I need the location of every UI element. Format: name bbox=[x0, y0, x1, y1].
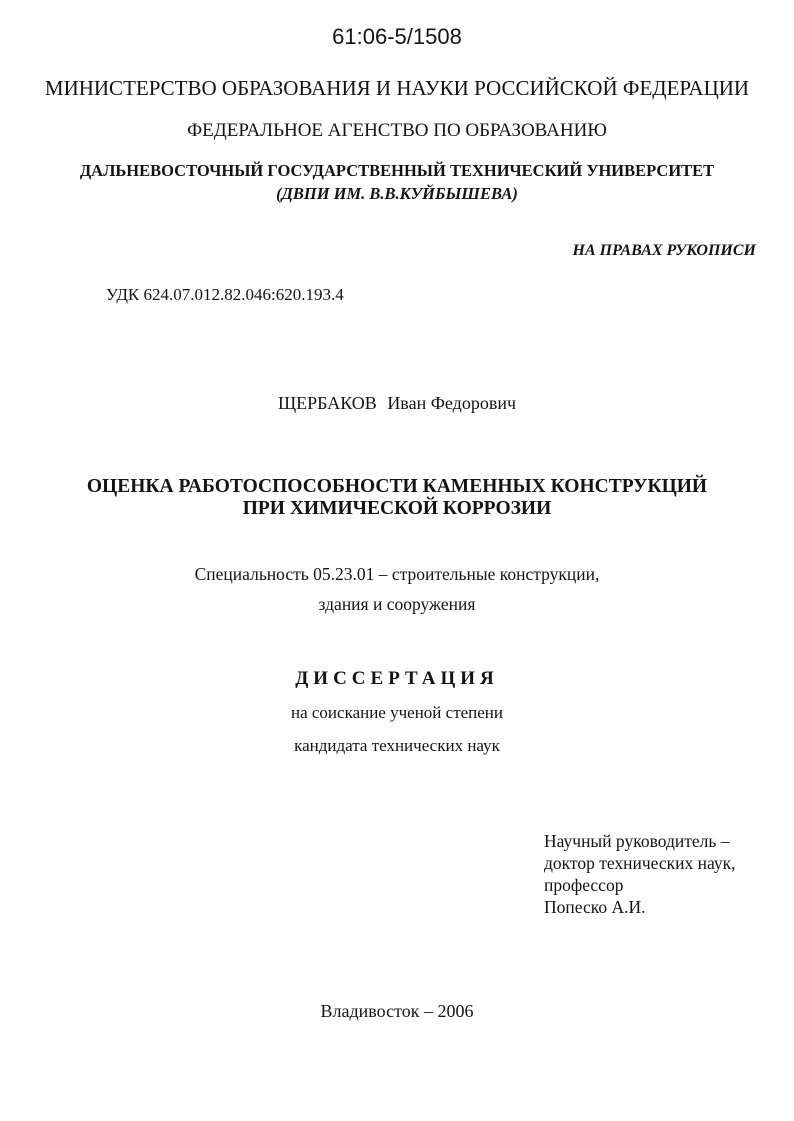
advisor-name: Попеско А.И. bbox=[544, 897, 646, 917]
thesis-title-line-2: ПРИ ХИМИЧЕСКОЙ КОРРОЗИИ bbox=[242, 498, 552, 519]
university-abbreviation: (ДВПИ ИМ. В.В.КУЙБЫШЕВА) bbox=[276, 184, 518, 203]
manuscript-rights-label: НА ПРАВАХ РУКОПИСИ bbox=[572, 242, 756, 259]
degree-line-1: на соискание ученой степени bbox=[290, 703, 504, 722]
advisor-title: профессор bbox=[544, 875, 624, 895]
specialty-line-1: Специальность 05.23.01 – строительные конструкции, bbox=[194, 564, 600, 584]
degree-line-2: кандидата технических наук bbox=[294, 736, 500, 755]
ministry-heading: МИНИСТЕРСТВО ОБРАЗОВАНИЯ И НАУКИ РОССИЙСКОЙ ФЕДЕРАЦИИ bbox=[44, 76, 750, 100]
city-year: Владивосток – 2006 bbox=[320, 1001, 474, 1021]
udk-code: УДК 624.07.012.82.046:620.193.4 bbox=[106, 285, 344, 304]
specialty-line-2: здания и сооружения bbox=[318, 594, 476, 614]
thesis-title-line-1: ОЦЕНКА РАБОТОСПОСОБНОСТИ КАМЕННЫХ КОНСТРУКЦИЙ bbox=[86, 476, 708, 497]
author-given-name: Иван Федорович bbox=[387, 393, 517, 413]
document-type: ДИССЕРТАЦИЯ bbox=[295, 668, 499, 689]
university-name: ДАЛЬНЕВОСТОЧНЫЙ ГОСУДАРСТВЕННЫЙ ТЕХНИЧЕСКИЙ УНИВЕРСИТЕТ bbox=[79, 161, 715, 180]
author-surname: ЩЕРБАКОВ bbox=[277, 393, 377, 413]
archive-code: 61:06-5/1508 bbox=[332, 24, 462, 49]
advisor-degree: доктор технических наук, bbox=[544, 853, 736, 873]
author bbox=[0, 393, 794, 414]
advisor-role: Научный руководитель – bbox=[544, 831, 730, 851]
agency-heading: ФЕДЕРАЛЬНОЕ АГЕНСТВО ПО ОБРАЗОВАНИЮ bbox=[187, 120, 607, 141]
